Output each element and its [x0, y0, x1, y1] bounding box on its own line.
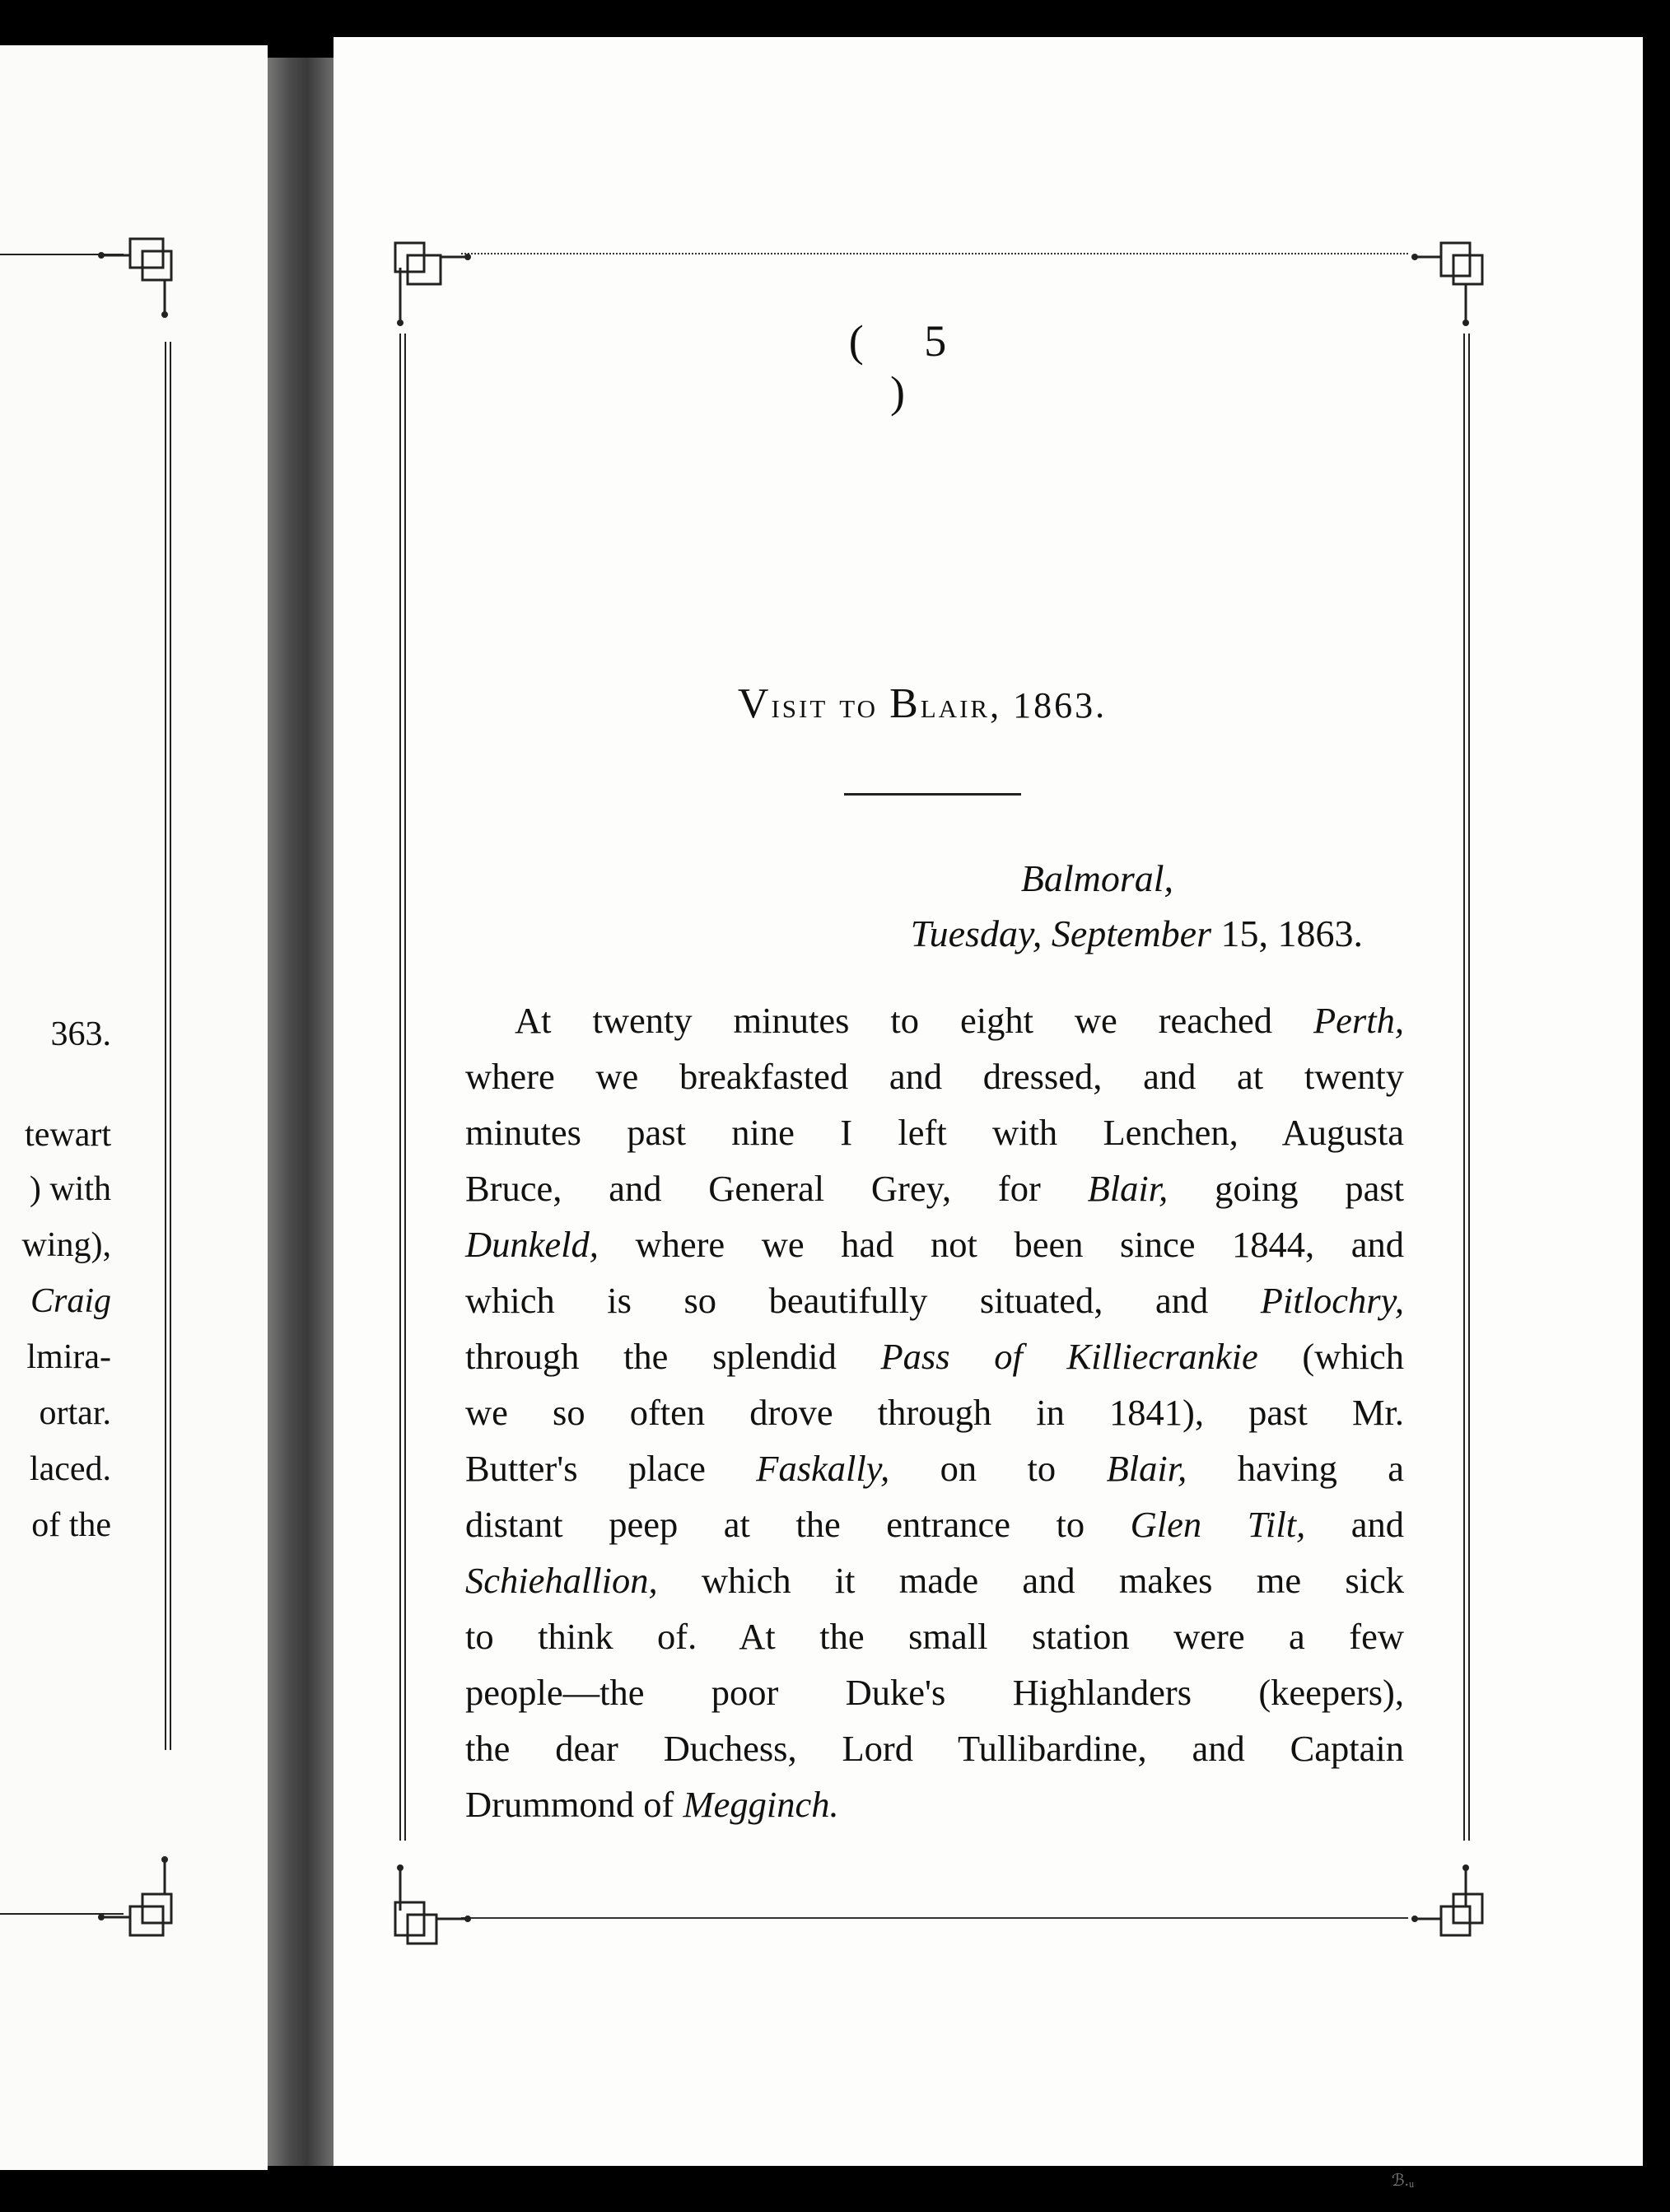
title-initial-v: V [737, 680, 772, 727]
text-run: going past [1168, 1168, 1405, 1209]
title-initial-b: B [889, 680, 921, 727]
italic-place-name: Glen Tilt, [1130, 1504, 1306, 1545]
body-line [465, 1496, 1404, 1552]
page-number: ( 5 ) [848, 316, 972, 417]
body-line [465, 1720, 1404, 1776]
text-run: which is so beautifully situated, and [465, 1280, 1261, 1321]
text-run: through the splendid [465, 1336, 881, 1377]
text-run: Drummond of [465, 1784, 683, 1825]
body-line [465, 1104, 1404, 1160]
italic-place-name: Pass of Killiecrankie [880, 1336, 1258, 1377]
frame-right-rule [1463, 334, 1470, 1841]
body-line [465, 992, 1404, 1048]
left-fragment: lmira- [26, 1338, 111, 1376]
italic-place-name: Blair, [1087, 1168, 1169, 1209]
italic-place-name: Faskally, [756, 1448, 890, 1489]
frame-bottom-rule [461, 1917, 1408, 1919]
text-run: having a [1187, 1448, 1404, 1489]
body-line [465, 1552, 1404, 1608]
corner-ornament-icon [379, 222, 486, 329]
text-run: Butter's place [465, 1448, 757, 1489]
italic-place-name: Megginch. [683, 1784, 839, 1825]
corner-ornament-icon [1408, 1861, 1515, 1968]
text-run: the dear Duchess, Lord Tullibardine, and Captain [465, 1728, 1404, 1769]
corner-ornament-icon [97, 214, 204, 321]
left-fragment: ) with [29, 1170, 111, 1208]
body-line [465, 1328, 1404, 1384]
left-page [0, 45, 268, 2170]
title-divider-rule [844, 793, 1021, 796]
text-run: minutes past nine I left with Lenchen, Augusta [465, 1112, 1404, 1153]
body-line [465, 1216, 1404, 1272]
left-fragment: of the [31, 1506, 111, 1544]
body-line [465, 1608, 1404, 1664]
body-paragraph [465, 992, 1404, 1832]
body-line [465, 1048, 1404, 1104]
scan-artifact-mark: ℬ.ᵤ [1392, 2172, 1415, 2190]
dateline-place: Balmoral, [1020, 857, 1173, 899]
text-run: we so often drove through in 1841), past Mr. [465, 1392, 1404, 1433]
frame-left-rule [399, 334, 406, 1841]
text-run: At twenty minutes to eight we reached [515, 1000, 1313, 1041]
body-line [465, 1664, 1404, 1720]
title-word-blair: lair, [920, 685, 1014, 726]
corner-ornament-icon [97, 1853, 204, 1960]
text-run: distant peep at the entrance to [465, 1504, 1131, 1545]
left-frame-vertical-rule [165, 342, 171, 1750]
italic-place-name: Schiehallion, [465, 1560, 658, 1601]
book-spine-gutter [268, 58, 334, 2166]
italic-place-name: Blair, [1106, 1448, 1187, 1489]
title-word-visit-to: isit to [771, 685, 890, 726]
corner-ornament-icon [1408, 222, 1515, 329]
italic-place-name: Pitlochry, [1260, 1280, 1404, 1321]
body-line [465, 1776, 1404, 1832]
text-run: and [1305, 1504, 1404, 1545]
left-fragment: laced. [29, 1450, 111, 1488]
frame-top-rule [461, 253, 1408, 254]
text-run: which it made and makes me sick [657, 1560, 1404, 1601]
left-fragment: Craig [30, 1282, 111, 1320]
text-run: people—the poor Duke's Highlanders (keepers), [465, 1672, 1404, 1713]
italic-place-name: Dunkeld, [465, 1224, 599, 1265]
dateline-date [581, 912, 1363, 955]
body-line [465, 1272, 1404, 1328]
text-run: where we had not been since 1844, and [598, 1224, 1404, 1265]
body-line [465, 1440, 1404, 1496]
left-fragment: ortar. [39, 1394, 111, 1432]
text-run: to think of. At the small station were a few [465, 1616, 1404, 1657]
body-line [465, 1384, 1404, 1440]
text-run: on to [889, 1448, 1107, 1489]
dateline-day-number: 15, 1863. [1211, 912, 1363, 954]
left-fragment: tewart [25, 1116, 111, 1154]
left-fragment: 363. [50, 1015, 111, 1053]
dateline-day: Tuesday, September [910, 912, 1211, 954]
title-year: 1863. [1013, 685, 1108, 726]
left-fragment: wing), [21, 1226, 111, 1264]
body-line [465, 1160, 1404, 1216]
chapter-title [581, 679, 1264, 728]
text-run: where we breakfasted and dressed, and at twenty [465, 1056, 1404, 1097]
book-page [334, 37, 1643, 2190]
italic-place-name: Perth, [1313, 1000, 1404, 1041]
text-run: Bruce, and General Grey, for [465, 1168, 1088, 1209]
corner-ornament-icon [379, 1861, 486, 1968]
text-run: (which [1257, 1336, 1404, 1377]
